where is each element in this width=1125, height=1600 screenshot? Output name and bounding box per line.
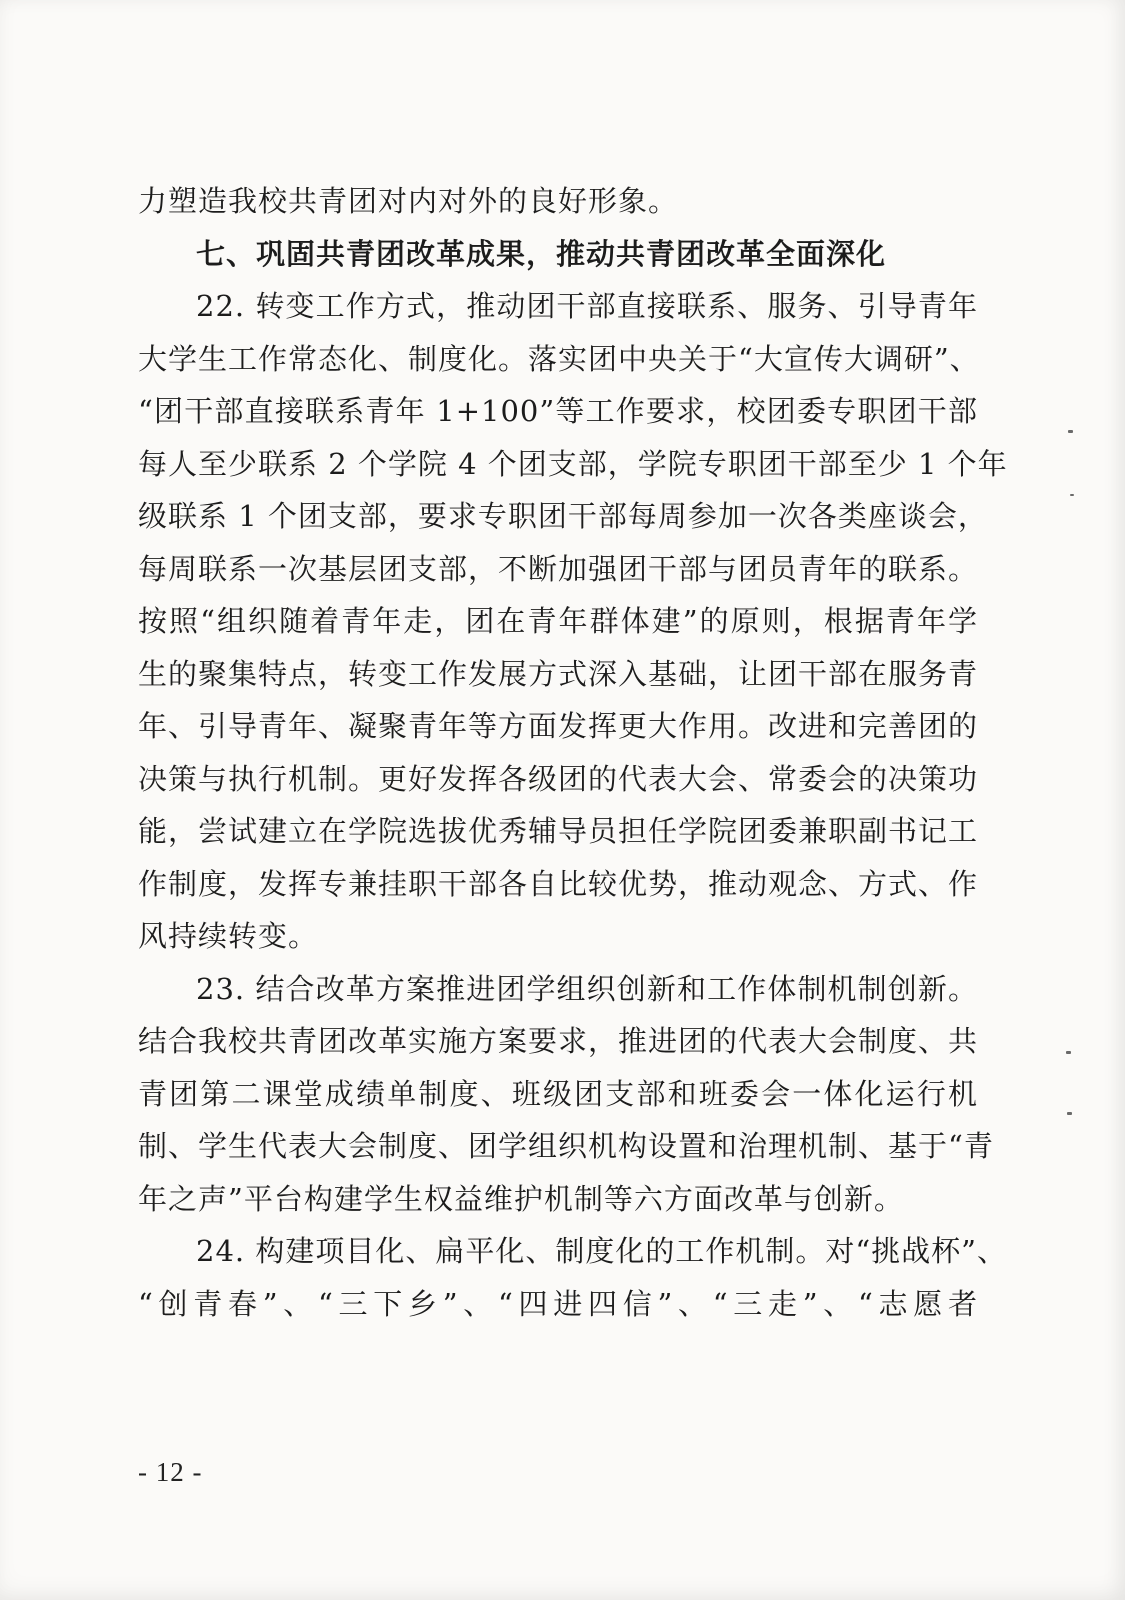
paragraph-line: 每人至少联系 2 个学院 4 个团支部，学院专职团干部至少 1 个年 [138,446,1008,481]
paragraph-line: 每周联系一次基层团支部，不断加强团干部与团员青年的联系。 [138,551,979,586]
paragraph-line: 23. 结合改革方案推进团学组织创新和工作体制机制创新。 [196,971,978,1006]
paragraph-line: 结合我校共青团改革实施方案要求，推进团的代表大会制度、共 [138,1024,979,1058]
paragraph-line: 年、引导青年、凝聚青年等方面发挥更大作用。改进和完善团的 [138,709,979,743]
paragraph-line: 年之声”平台构建学生权益维护机制等六方面改革与创新。 [138,1181,904,1216]
paragraph-line: 生的聚集特点，转变工作发展方式深入基础，让团干部在服务青 [138,656,979,691]
scan-speck [1068,430,1073,433]
paragraph-line: “创青春”、“三下乡”、“四进四信”、“三走”、“志愿者 [138,1286,978,1321]
document-body [138,181,1008,1336]
paragraph-line: 24. 构建项目化、扁平化、制度化的工作机制。对“挑战杯”、 [196,1234,1007,1268]
scan-speck [1066,1051,1071,1054]
paragraph-line: “团干部直接联系青年 1+100”等工作要求，校团委专职团干部 [138,394,978,428]
paragraph-line: 能，尝试建立在学院选拔优秀辅导员担任学院团委兼职副书记工 [138,814,979,848]
scan-speck [1067,1112,1072,1115]
section-heading: 七、巩固共青团改革成果，推动共青团改革全面深化 [196,236,887,271]
paragraph-line: 大学生工作常态化、制度化。落实团中央关于“大宣传大调研”、 [138,341,980,376]
paragraph-line: 制、学生代表大会制度、团学组织机构设置和治理机制、基于“青 [138,1129,994,1163]
paragraph-line: 22. 转变工作方式，推动团干部直接联系、服务、引导青年 [196,289,978,323]
paragraph-line: 青团第二课堂成绩单制度、班级团支部和班委会一体化运行机 [138,1076,978,1111]
page-number: - 12 - [138,1457,203,1487]
paragraph-line: 力塑造我校共青团对内对外的良好形象。 [138,184,679,218]
paragraph-line: 按照“组织随着青年走，团在青年群体建”的原则，根据青年学 [138,604,978,638]
paragraph-line: 作制度，发挥专兼挂职干部各自比较优势，推动观念、方式、作 [138,866,979,901]
paragraph-line: 级联系 1 个团支部，要求专职团干部每周参加一次各类座谈会， [138,499,988,533]
paragraph-line: 决策与执行机制。更好发挥各级团的代表大会、常委会的决策功 [138,761,979,796]
scan-speck [1070,494,1074,496]
paragraph-line: 风持续转变。 [138,919,319,953]
